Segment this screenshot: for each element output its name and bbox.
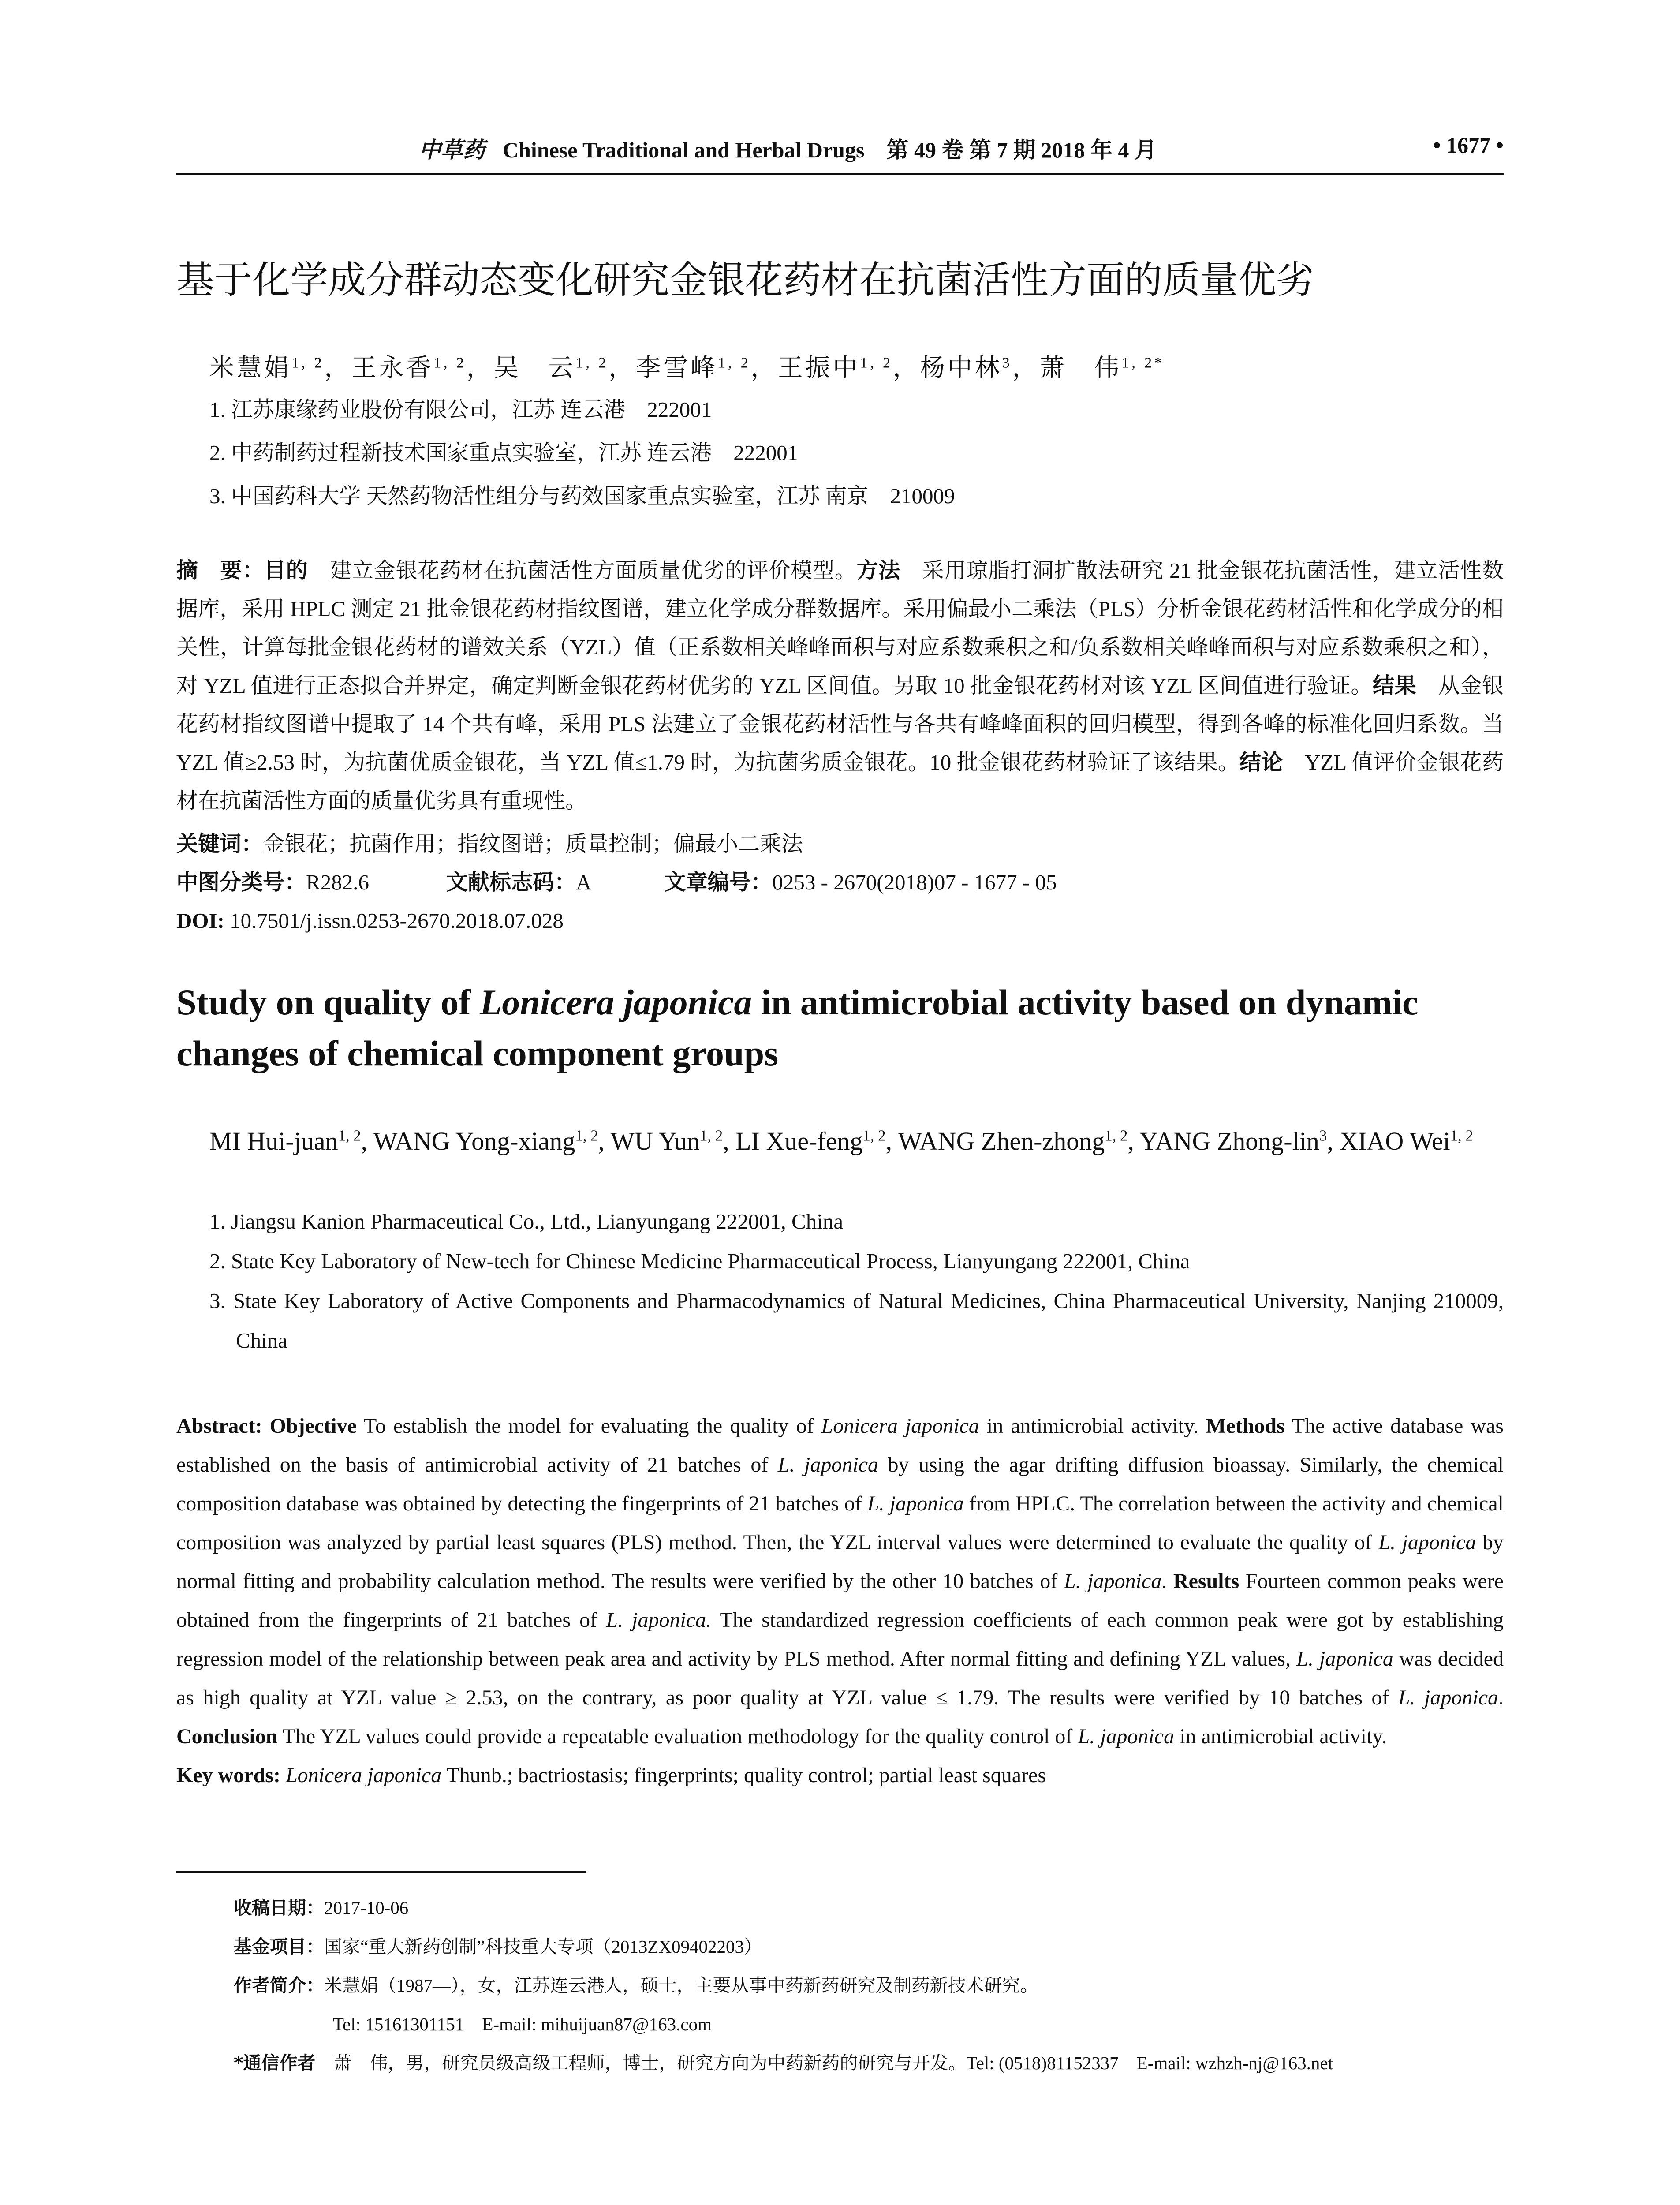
paper-page [176, 0, 1504, 2205]
corresponding-label: *通信作者 [234, 2052, 316, 2074]
clc-value: R282.6 [306, 870, 369, 894]
doi-label: DOI: [176, 908, 224, 933]
received-date: 2017-10-06 [324, 1898, 409, 1918]
cn-results-label: 结果 [1373, 673, 1417, 698]
cn-methods-label: 方法 [856, 558, 900, 583]
author-affiliation-mark: 1, 2 [699, 1127, 723, 1144]
cn-conclusion-label: 结论 [1239, 750, 1283, 775]
en-affiliations [209, 1202, 1504, 1360]
author-separator: ， [1012, 355, 1040, 382]
author-name: MI Hui-juan [209, 1127, 338, 1155]
cn-abstract [176, 551, 1504, 820]
author-name: YANG Zhong-lin [1139, 1127, 1319, 1155]
article-no-label: 文章编号： [664, 870, 773, 895]
author-name: 吴 云 [493, 355, 576, 382]
author-separator: ， [750, 355, 778, 382]
cn-conclusion-text: YZL 值评价金银花药材在抗菌活性方面的质量优劣具有重现性。 [176, 750, 1504, 813]
author-affiliation-mark: 1, 2 [575, 1127, 598, 1144]
journal-name: Chinese Traditional and Herbal Drugs [503, 138, 865, 162]
author-separator: ， [609, 355, 636, 382]
author-separator: ， [466, 355, 494, 382]
en-affiliation: 3. State Key Laboratory of Active Components and Pharmacodynamics of Natural Medicines, China Pharmaceutical University, Nanjing 210009, China [209, 1289, 1504, 1353]
en-affiliation: 2. State Key Laboratory of New-tech for Chinese Medicine Pharmaceutical Process, Lianyungang 222001, China [209, 1249, 1190, 1273]
page-number: • 1677 • [1433, 133, 1504, 157]
cn-objective-label: 目的 [264, 558, 308, 583]
author-name: LI Xue-feng [735, 1127, 863, 1155]
cn-affiliation: 2. 中药制药过程新技术国家重点实验室，江苏 连云港 222001 [209, 441, 799, 465]
author-contact: Tel: 15161301151 E-mail: mihuijuan87@163.com [333, 2014, 712, 2034]
cn-keywords: 金银花；抗菌作用；指纹图谱；质量控制；偏最小二乘法 [263, 832, 803, 856]
author-affiliation-mark: 1, 2 [575, 355, 609, 371]
author-separator: , [723, 1127, 736, 1155]
author-separator: , [1127, 1127, 1140, 1155]
clc-label: 中图分类号： [176, 870, 306, 895]
author-separator: , [598, 1127, 611, 1155]
en-keywords: Thunb.; bactriostasis; fingerprints; quality control; partial least squares [441, 1764, 1046, 1787]
author-name: 米慧娟 [209, 355, 291, 382]
author-affiliation-mark: 1, 2* [1121, 355, 1165, 371]
cn-title: 基于化学成分群动态变化研究金银花药材在抗菌活性方面的质量优劣 [176, 258, 1314, 302]
en-affiliation: 1. Jiangsu Kanion Pharmaceutical Co., Ltd., Lianyungang 222001, China [209, 1209, 844, 1233]
cn-affiliations [209, 388, 955, 518]
author-separator: ， [892, 355, 920, 382]
journal-brand: 中草药 [419, 137, 485, 163]
author-name: XIAO Wei [1340, 1127, 1450, 1155]
author-affiliation-mark: 1, 2 [291, 355, 325, 371]
cn-affiliation: 3. 中国药科大学 天然药物活性组分与药效国家重点实验室，江苏 南京 210009 [209, 484, 955, 508]
author-name: 王振中 [778, 355, 860, 382]
author-name: 王永香 [351, 355, 434, 382]
doc-code-label: 文献标志码： [446, 870, 576, 895]
author-affiliation-mark: 1, 2 [862, 1127, 886, 1144]
author-affiliation-mark: 1, 2 [860, 355, 893, 371]
author-affiliation-mark: 1, 2 [338, 1127, 361, 1144]
author-affiliation-mark: 3 [1002, 355, 1012, 371]
running-header [176, 132, 1504, 168]
author-affiliation-mark: 1, 2 [1105, 1127, 1128, 1144]
journal-issue: 第 49 卷 第 7 期 2018 年 4 月 [886, 138, 1157, 162]
author-separator: , [885, 1127, 898, 1155]
author-bio: 米慧娟（1987—），女，江苏连云港人，硕士，主要从事中药新药研究及制药新技术研究。 [324, 1975, 1038, 1996]
author-bio-label: 作者简介： [234, 1975, 324, 1996]
en-objective-label: Objective [269, 1414, 357, 1438]
en-author-list [209, 1120, 1515, 1162]
author-affiliation-mark: 1, 2 [1450, 1127, 1473, 1144]
doc-code-value: A [575, 870, 592, 894]
article-no-value: 0253 - 2670(2018)07 - 1677 - 05 [772, 870, 1057, 894]
author-name: WU Yun [610, 1127, 700, 1155]
cn-results-text: 从金银花药材指纹图谱中提取了 14 个共有峰，采用 PLS 法建立了金银花药材活性与各共有峰峰面积的回归模型，得到各峰的标准化回归系数。当 YZL 值≥2.53 时，为抗菌优质金银花，当 YZL 值≤1.79 时，为抗菌劣质金银花。10 批金银花药材验证了该结果。 [176, 673, 1504, 774]
footnote-divider [176, 1871, 586, 1873]
en-abstract: Abstract: Objective To establish the model for evaluating the quality of Lonicera japonica in antimicrobial activity. Methods The active database was established on the basis of antimicrobial activity of 21 batches of L. japonica by using the agar drifting diffusion bioassay. Similarly, the chemical composition database was obtained by detecting the fingerprints of 21 batches of L. japonica from HPLC. The correlation between the activity and chemical composition was analyzed by partial least squares (PLS) method. Then, the YZL interval values were determined to evaluate the quality of L. japonica by normal fitting and probability calculation method. The results were verified by the other 10 batches of L. japonica. Results Fourteen common peaks were obtained from the fingerprints of 21 batches of L. japonica. The standardized regression coefficients of each common peak were got by establishing regression model of the relationship between peak area and activity by PLS method. After normal fitting and defining YZL values, L. japonica was decided as high quality at YZL value ≥ 2.53, on the contrary, as poor quality at YZL value ≤ 1.79. The results were verified by 10 batches of L. japonica. Conclusion The YZL values could provide a repeatable evaluation methodology for the quality control of L. japonica in antimicrobial activity. Key words: Lonicera japonica Thunb.; bactriostasis; fingerprints; quality control; partial least squares [176, 1414, 1504, 1787]
cn-affiliation: 1. 江苏康缘药业股份有限公司，江苏 连云港 222001 [209, 397, 712, 422]
cn-objective-text: 建立金银花药材在抗菌活性方面质量优劣的评价模型。 [308, 558, 857, 583]
en-keywords-label: Key words: [176, 1764, 280, 1787]
author-separator: ， [324, 355, 352, 382]
en-keywords-species: Lonicera japonica [285, 1764, 442, 1787]
en-title-species: Lonicera japonica [480, 982, 752, 1022]
corresponding-text: 萧 伟，男，研究员级高级工程师，博士，研究方向为中药新药的研究与开发。Tel: (0518)81152337 E-mail: wzhzh-nj@163.net [315, 2053, 1333, 2073]
footnotes [234, 1888, 1504, 2082]
author-separator: , [361, 1127, 373, 1155]
author-name: WANG Zhen-zhong [898, 1127, 1105, 1155]
en-abstract-label: Abstract: [176, 1414, 262, 1438]
received-label: 收稿日期： [234, 1897, 324, 1918]
author-affiliation-mark: 3 [1319, 1127, 1327, 1144]
author-name: 萧 伟 [1039, 355, 1122, 382]
author-name: 李雪峰 [636, 355, 718, 382]
author-affiliation-mark: 1, 2 [433, 355, 467, 371]
cn-author-list [209, 348, 1165, 384]
doi-value: 10.7501/j.issn.0253-2670.2018.07.028 [230, 908, 564, 933]
author-name: 杨中林 [920, 355, 1002, 382]
author-name: WANG Yong-xiang [373, 1127, 575, 1155]
cn-metadata [176, 825, 1504, 940]
cn-abstract-label: 摘 要： [176, 558, 265, 583]
header-divider [176, 173, 1504, 175]
cn-keywords-label: 关键词： [176, 831, 263, 856]
en-title: Study on quality of Lonicera japonica in antimicrobial activity based on dynamic changes of chemical component groups [176, 982, 1419, 1073]
cn-methods-text: 采用琼脂打洞扩散法研究 21 批金银花抗菌活性，建立活性数据库，采用 HPLC 测定 21 批金银花药材指纹图谱，建立化学成分群数据库。采用偏最小二乘法（PLS）分析金银花药材活性和化学成分的相关性，计算每批金银花药材的谱效关系（YZL）值（正系数相关峰峰面积与对应系数乘积之和/负系数相关峰峰面积与对应系数乘积之和），对 YZL 值进行正态拟合并界定，确定判断金银花药材优劣的 YZL 区间值。另取 10 批金银花药材对该 YZL 区间值进行验证。 [176, 558, 1504, 698]
author-affiliation-mark: 1, 2 [718, 355, 751, 371]
fund-text: 国家“重大新药创制”科技重大专项（2013ZX09402203） [324, 1936, 762, 1957]
author-separator: , [1327, 1127, 1340, 1155]
fund-label: 基金项目： [234, 1936, 324, 1957]
